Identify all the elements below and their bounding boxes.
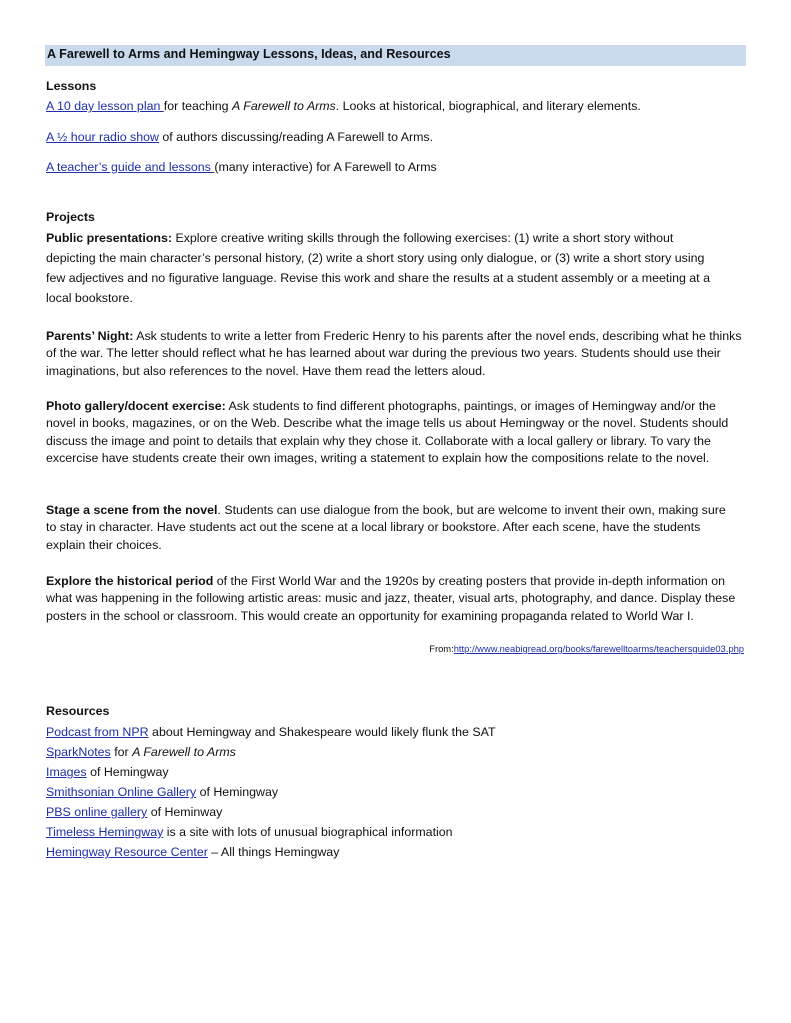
project-public-presentations: Public presentations: Explore creative writing skills through the following exercises: (1) write a short story without depicting the main character’s personal history, (2) write a short story using only dialogue, or (3) write a short story using few adjectives and no figurative language. Revise this work and share the results at a student assembly or a meeting at a local bookstore. [46,231,710,305]
lessons-heading: Lessons [46,79,97,93]
list-item: PBS online gallery of Heminway [46,805,223,819]
npr-podcast-link[interactable]: Podcast from NPR [46,725,149,739]
list-item: Timeless Hemingway is a site with lots of unusual biographical information [46,825,453,839]
list-item: Images of Hemingway [46,765,169,779]
teachers-guide-link[interactable]: A teacher’s guide and lessons [46,160,215,174]
smithsonian-gallery-link[interactable]: Smithsonian Online Gallery [46,785,197,799]
list-item: Smithsonian Online Gallery of Hemingway [46,785,279,799]
project-historical-period: Explore the historical period of the First World War and the 1920s by creating posters that provide in-depth information on what was happening in the following artistic areas: music and jazz, theater, visual arts, photography, and dance. Display these posters in the school or classroom. This would create an opportunity for examining propaganda related to World War I. [46,574,736,623]
lesson-item-3: A teacher’s guide and lessons (many interactive) for A Farewell to Arms [46,160,437,174]
projects-heading: Projects [46,210,95,224]
source-link[interactable]: http://www.neabigread.org/books/farewelltoarms/teachersguide03.php [453,643,744,654]
resources-list [46,722,746,862]
list-item: SparkNotes for A Farewell to Arms [46,745,236,759]
lesson-item-2: A ½ hour radio show of authors discussing/reading A Farewell to Arms. [46,130,434,144]
lesson-plan-link[interactable]: A 10 day lesson plan [46,99,164,113]
radio-show-link[interactable]: A ½ hour radio show [46,130,159,144]
project-stage-scene: Stage a scene from the novel. Students can use dialogue from the book, but are welcome to invent their own, making sure to stay in character. Have students act out the scene at a local library or bookstore. After each scene, have the students explain their choices. [46,503,726,552]
source-citation: From:http://www.neabigread.org/books/farewelltoarms/teachersguide03.php [429,643,744,654]
lesson-item-1: A 10 day lesson plan for teaching A Farewell to Arms. Looks at historical, biographical, and literary elements. [46,99,641,113]
timeless-hemingway-link[interactable]: Timeless Hemingway [46,825,164,839]
resources-heading: Resources [46,704,110,718]
page-title: A Farewell to Arms and Hemingway Lessons, Ideas, and Resources [47,47,451,61]
title-bar [45,45,746,66]
images-link[interactable]: Images [46,765,87,779]
pbs-gallery-link[interactable]: PBS online gallery [46,805,148,819]
project-parents-night: Parents’ Night: Ask students to write a letter from Frederic Henry to his parents after the novel ends, describing what he thinks of the war. The letter should reflect what he has learned about war during the previous two years. Students should use their imaginations, but also references to the novel. Have them read the letters aloud. [46,329,742,378]
project-photo-gallery: Photo gallery/docent exercise: Ask students to find different photographs, paintings, or images of Hemingway and/or the novel in books, magazines, or on the Web. Describe what the image tells us about Hemingway or the novel. Students should discuss the image and point to details that explain why they chose it. Collaborate with a local gallery or library. To vary the excercise have students create their own images, writing a statement to explain how the compositions relate to the novel. [46,399,729,466]
list-item: Hemingway Resource Center – All things Hemingway [46,845,340,859]
list-item: Podcast from NPR about Hemingway and Shakespeare would likely flunk the SAT [46,725,496,739]
sparknotes-link[interactable]: SparkNotes [46,745,111,759]
hemingway-resource-center-link[interactable]: Hemingway Resource Center [46,845,208,859]
